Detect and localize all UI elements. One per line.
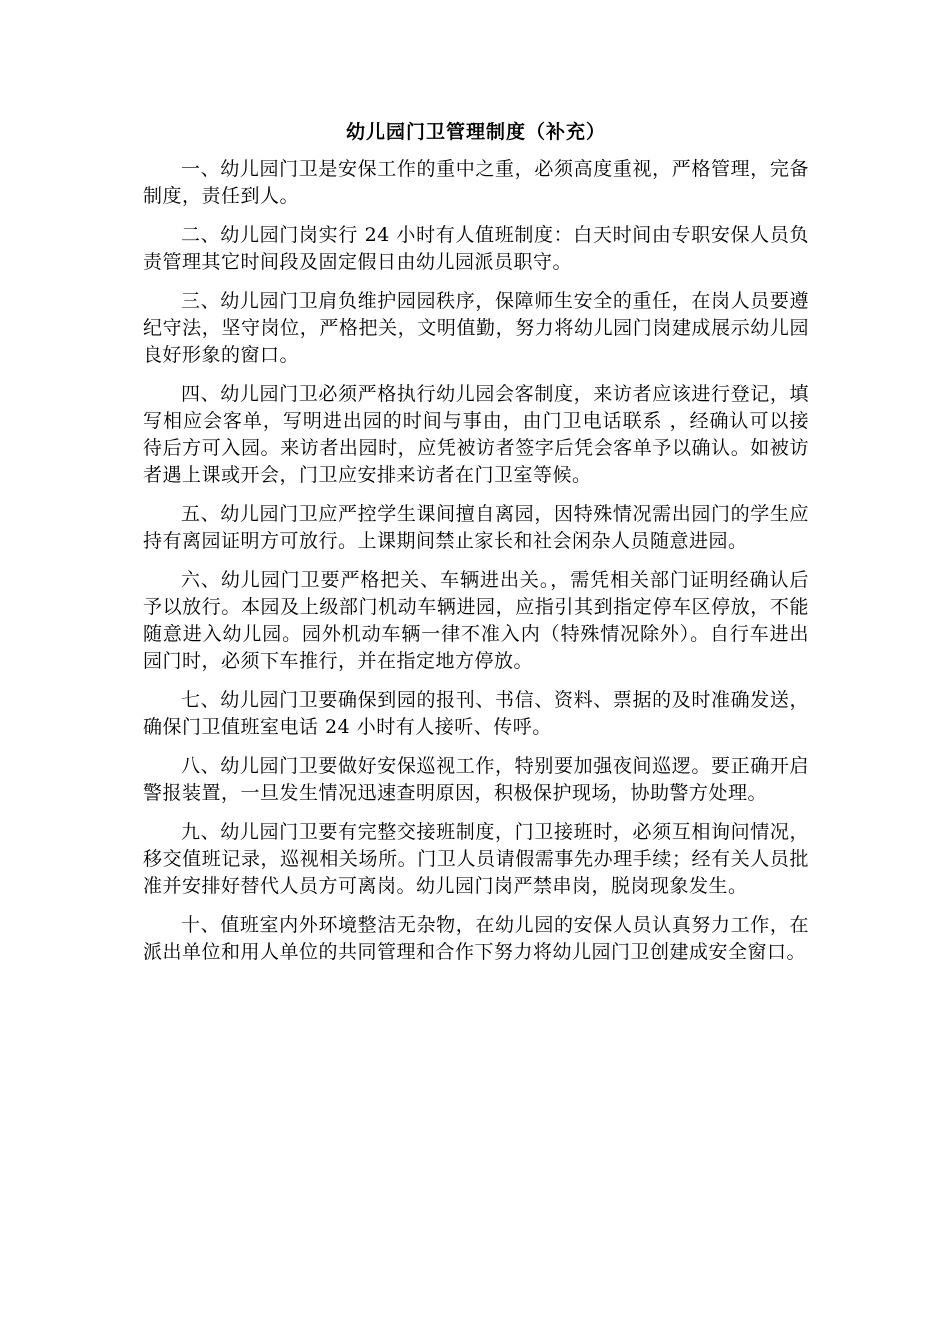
paragraph-3: 三、幼儿园门卫肩负维护园园秩序，保障师生安全的重任，在岗人员要遵纪守法，坚守岗位，严格把关，文明值勤，努力将幼儿园门岗建成展示幼儿园良好形象的窗口。 — [143, 290, 809, 366]
paragraph-4: 四、幼儿园门卫必须严格执行幼儿园会客制度，来访者应该进行登记，填写相应会客单，写明进出园的时间与事由，由门卫电话联系 ，经确认可以接待后方可入园。来访者出园时，应凭被访者签字后凭会客单予以确认。如被访者遇上课或开会，门卫应安排来访者在门卫室等候。 — [143, 383, 809, 486]
document-title: 幼儿园门卫管理制度（补充） — [345, 121, 606, 143]
paragraph-2: 二、幼儿园门岗实行 24 小时有人值班制度：白天时间由专职安保人员负责管理其它时间段及固定假日由幼儿园派员职守。 — [143, 224, 809, 273]
paragraph-9: 九、幼儿园门卫要有完整交接班制度，门卫接班时，必须互相询问情况，移交值班记录，巡视相关场所。门卫人员请假需事先办理手续；经有关人员批准并安排好替代人员方可离岗。幼儿园门岗严禁串岗，脱岗现象发生。 — [143, 821, 809, 897]
paragraph-6: 六、幼儿园门卫要严格把关、车辆进出关。，需凭相关部门证明经确认后予以放行。本园及上级部门机动车辆进园，应指引其到指定停车区停放，不能随意进入幼儿园。园外机动车辆一律不准入内（特殊情况除外）。自行车进出园门时，必须下车推行，并在指定地方停放。 — [143, 569, 809, 672]
paragraph-8: 八、幼儿园门卫要做好安保巡视工作，特别要加强夜间巡逻。要正确开启警报装置，一旦发生情况迅速查明原因，积极保护现场，协助警方处理。 — [143, 755, 809, 804]
paragraph-7: 七、幼儿园门卫要确保到园的报刊、书信、资料、票据的及时准确发送，确保门卫值班室电话 24 小时有人接听、传呼。 — [143, 689, 809, 738]
paragraph-10: 十、值班室内外环境整洁无杂物，在幼儿园的安保人员认真努力工作，在派出单位和用人单位的共同管理和合作下努力将幼儿园门卫创建成安全窗口。 — [143, 914, 809, 963]
document-body — [143, 118, 809, 978]
paragraph-1: 一、幼儿园门卫是安保工作的重中之重，必须高度重视，严格管理，完备制度，责任到人。 — [143, 158, 809, 207]
paragraph-5: 五、幼儿园门卫应严控学生课间擅自离园，因特殊情况需出园门的学生应持有离园证明方可放行。上课期间禁止家长和社会闲杂人员随意进园。 — [143, 503, 809, 552]
